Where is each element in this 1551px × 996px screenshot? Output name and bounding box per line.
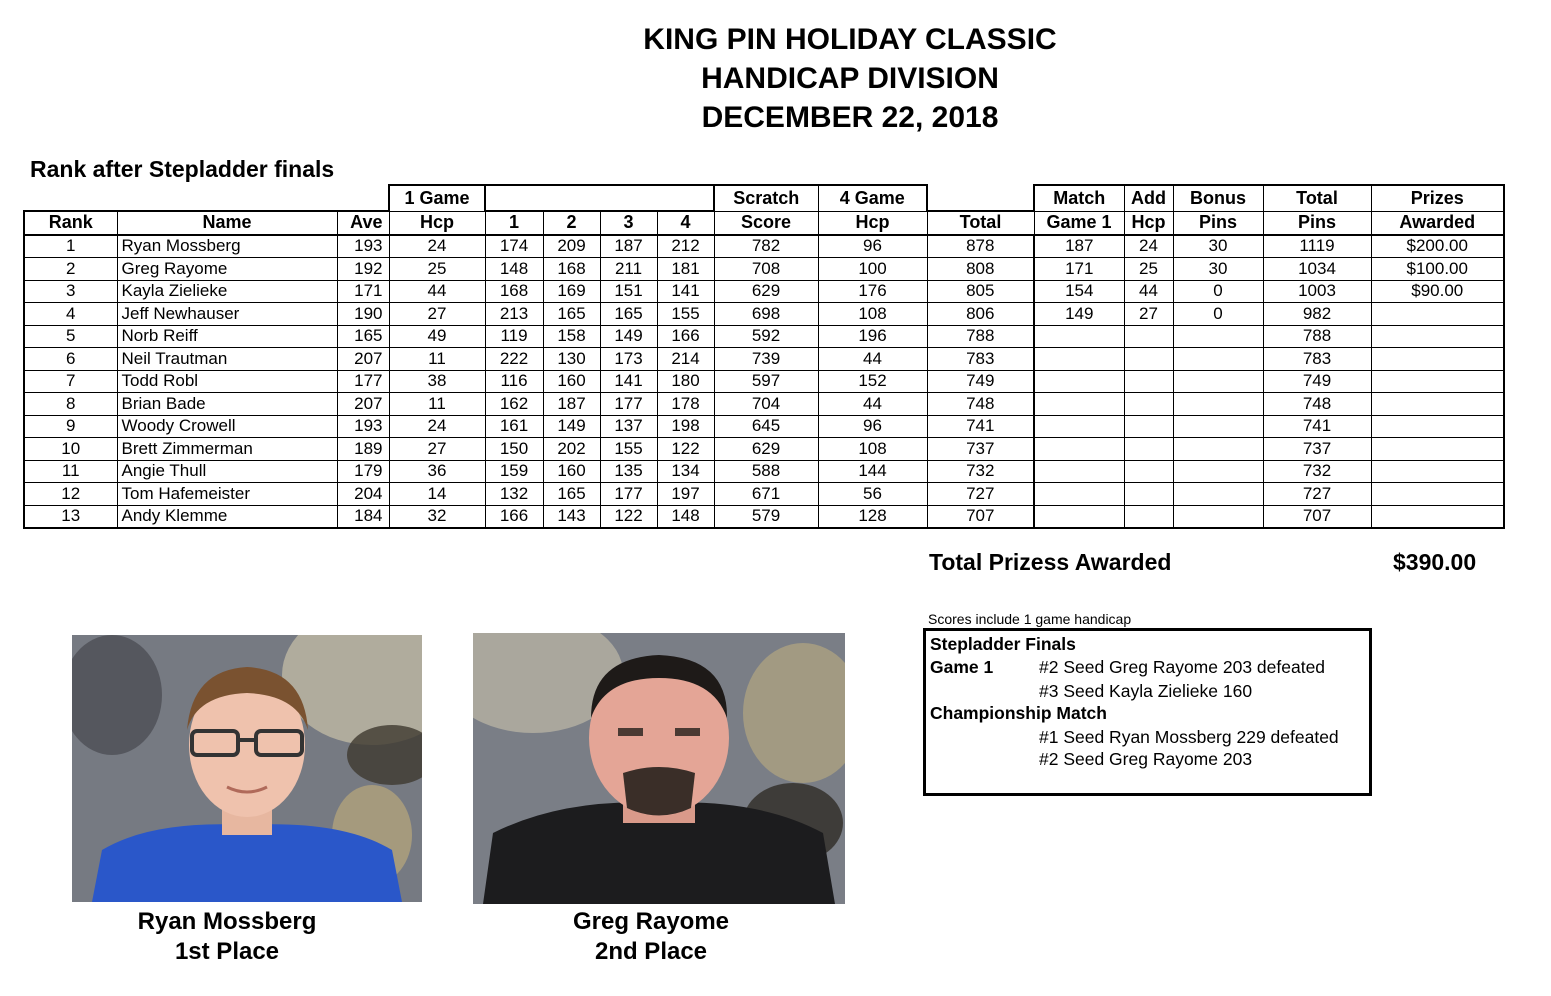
cell-rank: 13: [24, 505, 117, 528]
cell-match-game-1: [1034, 325, 1124, 348]
handicap-note: Scores include 1 game handicap: [928, 611, 1132, 627]
cell-game-4: 178: [657, 393, 714, 416]
championship-line-1: #1 Seed Ryan Mossberg 229 defeated: [1039, 727, 1339, 747]
cell-game-3: 141: [600, 370, 657, 393]
cell-add-hcp: [1124, 325, 1173, 348]
cell-game-4: 141: [657, 280, 714, 303]
cell-game-2: 130: [543, 348, 600, 371]
cell-match-game-1: 171: [1034, 258, 1124, 281]
cell-game-1: 166: [485, 505, 543, 528]
header-top-add: Add: [1124, 185, 1173, 211]
cell-four-game-hcp: 44: [818, 393, 927, 416]
cell-ave: 189: [337, 438, 389, 461]
cell-hcp: 32: [389, 505, 485, 528]
cell-total: 808: [927, 258, 1034, 281]
cell-prize: [1371, 460, 1504, 483]
cell-hcp: 27: [389, 438, 485, 461]
winner-1-name: Ryan Mossberg: [137, 908, 317, 935]
cell-total-pins: 783: [1263, 348, 1371, 371]
cell-prize: [1371, 393, 1504, 416]
cell-total-pins: 788: [1263, 325, 1371, 348]
cell-four-game-hcp: 96: [818, 235, 927, 258]
cell-name: Greg Rayome: [117, 258, 337, 281]
cell-bonus-pins: 0: [1173, 280, 1263, 303]
cell-game-4: 122: [657, 438, 714, 461]
cell-add-hcp: [1124, 460, 1173, 483]
cell-game-3: 135: [600, 460, 657, 483]
cell-add-hcp: [1124, 348, 1173, 371]
cell-game-4: 166: [657, 325, 714, 348]
championship-line-2: #2 Seed Greg Rayome 203: [1039, 749, 1253, 769]
cell-game-2: 169: [543, 280, 600, 303]
table-row: [24, 348, 1504, 371]
header-top-prizes: Prizes: [1371, 185, 1504, 211]
cell-four-game-hcp: 108: [818, 438, 927, 461]
cell-game-4: 214: [657, 348, 714, 371]
cell-rank: 4: [24, 303, 117, 326]
winner-2-name: Greg Rayome: [572, 908, 730, 935]
title-line-2: HANDICAP DIVISION: [701, 62, 999, 95]
title-line-3: DECEMBER 22, 2018: [701, 101, 999, 134]
cell-four-game-hcp: 100: [818, 258, 927, 281]
cell-game-2: 160: [543, 460, 600, 483]
cell-total-pins: 1003: [1263, 280, 1371, 303]
header-match-game-1: Game 1: [1034, 211, 1124, 235]
table-subheading: Rank after Stepladder finals: [30, 156, 335, 182]
cell-name: Tom Hafemeister: [117, 483, 337, 506]
cell-rank: 3: [24, 280, 117, 303]
cell-scratch-score: 645: [714, 415, 818, 438]
cell-game-4: 181: [657, 258, 714, 281]
header-top-hcp: 1 Game: [389, 185, 485, 211]
header-total: Total: [927, 211, 1034, 235]
header-hcp: Hcp: [389, 211, 485, 235]
cell-add-hcp: 27: [1124, 303, 1173, 326]
table-row: [24, 505, 1504, 528]
cell-match-game-1: 149: [1034, 303, 1124, 326]
cell-hcp: 25: [389, 258, 485, 281]
header-top-total-pins: Total: [1263, 185, 1371, 211]
header-four-game-hcp: Hcp: [818, 211, 927, 235]
table-row: [24, 460, 1504, 483]
cell-game-4: 155: [657, 303, 714, 326]
cell-game-4: 198: [657, 415, 714, 438]
cell-ave: 184: [337, 505, 389, 528]
cell-scratch-score: 629: [714, 280, 818, 303]
cell-name: Norb Reiff: [117, 325, 337, 348]
cell-game-1: 174: [485, 235, 543, 258]
cell-bonus-pins: [1173, 505, 1263, 528]
cell-hcp: 24: [389, 415, 485, 438]
winner-caption-2: [496, 907, 806, 967]
cell-game-2: 165: [543, 303, 600, 326]
cell-total: 707: [927, 505, 1034, 528]
cell-scratch-score: 671: [714, 483, 818, 506]
cell-prize: [1371, 325, 1504, 348]
cell-prize: [1371, 370, 1504, 393]
cell-total-pins: 1034: [1263, 258, 1371, 281]
cell-game-4: 180: [657, 370, 714, 393]
cell-rank: 5: [24, 325, 117, 348]
cell-prize: [1371, 438, 1504, 461]
cell-prize: $90.00: [1371, 280, 1504, 303]
table-row: [24, 370, 1504, 393]
cell-game-2: 168: [543, 258, 600, 281]
cell-ave: 193: [337, 235, 389, 258]
header-prizes-awarded: Awarded: [1371, 211, 1504, 235]
cell-total: 805: [927, 280, 1034, 303]
cell-name: Angie Thull: [117, 460, 337, 483]
cell-scratch-score: 704: [714, 393, 818, 416]
cell-add-hcp: [1124, 438, 1173, 461]
cell-game-3: 122: [600, 505, 657, 528]
cell-game-4: 134: [657, 460, 714, 483]
cell-game-1: 168: [485, 280, 543, 303]
cell-total: 748: [927, 393, 1034, 416]
cell-name: Kayla Zielieke: [117, 280, 337, 303]
cell-scratch-score: 739: [714, 348, 818, 371]
cell-ave: 179: [337, 460, 389, 483]
cell-bonus-pins: [1173, 415, 1263, 438]
total-prizes-value: $390.00: [1393, 549, 1477, 575]
cell-name: Woody Crowell: [117, 415, 337, 438]
cell-four-game-hcp: 196: [818, 325, 927, 348]
cell-scratch-score: 588: [714, 460, 818, 483]
header-total-pins: Pins: [1263, 211, 1371, 235]
cell-prize: $200.00: [1371, 235, 1504, 258]
cell-total: 878: [927, 235, 1034, 258]
cell-total-pins: 1119: [1263, 235, 1371, 258]
cell-game-2: 149: [543, 415, 600, 438]
table-row: [24, 280, 1504, 303]
cell-four-game-hcp: 108: [818, 303, 927, 326]
cell-game-2: 165: [543, 483, 600, 506]
cell-scratch-score: 592: [714, 325, 818, 348]
cell-game-1: 116: [485, 370, 543, 393]
cell-total-pins: 707: [1263, 505, 1371, 528]
cell-name: Ryan Mossberg: [117, 235, 337, 258]
cell-match-game-1: [1034, 460, 1124, 483]
cell-total-pins: 982: [1263, 303, 1371, 326]
header-top-bonus: Bonus: [1173, 185, 1263, 211]
cell-total: 727: [927, 483, 1034, 506]
table-header-top: [24, 185, 1504, 211]
cell-game-3: 155: [600, 438, 657, 461]
cell-hcp: 14: [389, 483, 485, 506]
winner-1-place: 1st Place: [174, 938, 280, 965]
cell-game-1: 213: [485, 303, 543, 326]
header-name: Name: [117, 211, 337, 235]
cell-rank: 12: [24, 483, 117, 506]
stepladder-box: [923, 628, 1372, 796]
cell-game-3: 137: [600, 415, 657, 438]
cell-four-game-hcp: 152: [818, 370, 927, 393]
document-title: [560, 20, 1140, 137]
cell-ave: 190: [337, 303, 389, 326]
cell-hcp: 24: [389, 235, 485, 258]
cell-total-pins: 727: [1263, 483, 1371, 506]
cell-add-hcp: [1124, 370, 1173, 393]
shirt: [92, 824, 402, 902]
cell-game-4: 212: [657, 235, 714, 258]
table-row: [24, 235, 1504, 258]
cell-game-3: 165: [600, 303, 657, 326]
header-game-2: 2: [543, 211, 600, 235]
cell-match-game-1: [1034, 483, 1124, 506]
table-row: [24, 303, 1504, 326]
stepladder-title: Stepladder Finals: [930, 634, 1076, 654]
cell-game-4: 148: [657, 505, 714, 528]
cell-total-pins: 737: [1263, 438, 1371, 461]
table-row: [24, 393, 1504, 416]
cell-game-4: 197: [657, 483, 714, 506]
cell-hcp: 49: [389, 325, 485, 348]
cell-scratch-score: 629: [714, 438, 818, 461]
header-game-4: 4: [657, 211, 714, 235]
cell-four-game-hcp: 96: [818, 415, 927, 438]
cell-prize: [1371, 483, 1504, 506]
cell-bonus-pins: 30: [1173, 258, 1263, 281]
cell-ave: 207: [337, 393, 389, 416]
table-row: [24, 258, 1504, 281]
table-row: [24, 325, 1504, 348]
cell-game-2: 158: [543, 325, 600, 348]
cell-hcp: 38: [389, 370, 485, 393]
cell-add-hcp: 44: [1124, 280, 1173, 303]
header-game-1: 1: [485, 211, 543, 235]
game1-label: Game 1: [930, 657, 994, 677]
cell-game-1: 148: [485, 258, 543, 281]
cell-add-hcp: [1124, 393, 1173, 416]
cell-rank: 6: [24, 348, 117, 371]
cell-game-1: 132: [485, 483, 543, 506]
cell-add-hcp: [1124, 505, 1173, 528]
cell-rank: 9: [24, 415, 117, 438]
cell-add-hcp: [1124, 415, 1173, 438]
game1-result-line-1: #2 Seed Greg Rayome 203 defeated: [1039, 657, 1326, 677]
cell-bonus-pins: [1173, 438, 1263, 461]
cell-scratch-score: 708: [714, 258, 818, 281]
cell-four-game-hcp: 144: [818, 460, 927, 483]
header-scratch-score: Score: [714, 211, 818, 235]
cell-game-3: 149: [600, 325, 657, 348]
cell-total: 732: [927, 460, 1034, 483]
cell-ave: 177: [337, 370, 389, 393]
cell-total: 741: [927, 415, 1034, 438]
cell-hcp: 11: [389, 393, 485, 416]
cell-hcp: 36: [389, 460, 485, 483]
cell-scratch-score: 782: [714, 235, 818, 258]
cell-total: 806: [927, 303, 1034, 326]
cell-game-3: 211: [600, 258, 657, 281]
cell-total-pins: 749: [1263, 370, 1371, 393]
cell-game-1: 162: [485, 393, 543, 416]
cell-game-3: 173: [600, 348, 657, 371]
cell-ave: 204: [337, 483, 389, 506]
table-header: [24, 211, 1504, 235]
cell-hcp: 27: [389, 303, 485, 326]
cell-total: 749: [927, 370, 1034, 393]
table-row: [24, 438, 1504, 461]
cell-bonus-pins: [1173, 393, 1263, 416]
header-ave: Ave: [337, 211, 389, 235]
cell-game-1: 161: [485, 415, 543, 438]
cell-prize: [1371, 348, 1504, 371]
cell-prize: [1371, 303, 1504, 326]
cell-name: Neil Trautman: [117, 348, 337, 371]
winner-photo-2: [473, 633, 845, 904]
header-top-scratch: Scratch: [714, 185, 818, 211]
cell-bonus-pins: [1173, 460, 1263, 483]
cell-match-game-1: [1034, 505, 1124, 528]
cell-bonus-pins: [1173, 483, 1263, 506]
cell-total: 788: [927, 325, 1034, 348]
cell-ave: 193: [337, 415, 389, 438]
cell-name: Brian Bade: [117, 393, 337, 416]
cell-bonus-pins: [1173, 370, 1263, 393]
results-table: [23, 184, 1505, 529]
cell-name: Todd Robl: [117, 370, 337, 393]
cell-bonus-pins: [1173, 325, 1263, 348]
cell-match-game-1: [1034, 415, 1124, 438]
cell-game-3: 177: [600, 483, 657, 506]
cell-match-game-1: 187: [1034, 235, 1124, 258]
cell-add-hcp: [1124, 483, 1173, 506]
cell-game-1: 222: [485, 348, 543, 371]
table-row: [24, 483, 1504, 506]
winner-photo-1: [72, 635, 422, 902]
cell-add-hcp: 25: [1124, 258, 1173, 281]
cell-rank: 2: [24, 258, 117, 281]
cell-match-game-1: [1034, 393, 1124, 416]
cell-match-game-1: [1034, 370, 1124, 393]
cell-game-3: 177: [600, 393, 657, 416]
cell-total-pins: 748: [1263, 393, 1371, 416]
cell-game-2: 209: [543, 235, 600, 258]
cell-total-pins: 732: [1263, 460, 1371, 483]
cell-game-2: 143: [543, 505, 600, 528]
header-add-hcp: Hcp: [1124, 211, 1173, 235]
header-game-3: 3: [600, 211, 657, 235]
cell-game-3: 151: [600, 280, 657, 303]
cell-game-1: 159: [485, 460, 543, 483]
header-top-match: Match: [1034, 185, 1124, 211]
cell-name: Andy Klemme: [117, 505, 337, 528]
cell-add-hcp: 24: [1124, 235, 1173, 258]
header-bonus-pins: Pins: [1173, 211, 1263, 235]
cell-rank: 10: [24, 438, 117, 461]
cell-total: 737: [927, 438, 1034, 461]
cell-match-game-1: [1034, 438, 1124, 461]
cell-name: Jeff Newhauser: [117, 303, 337, 326]
cell-rank: 8: [24, 393, 117, 416]
cell-four-game-hcp: 44: [818, 348, 927, 371]
cell-ave: 192: [337, 258, 389, 281]
winner-caption-1: [72, 907, 382, 967]
cell-ave: 165: [337, 325, 389, 348]
cell-hcp: 11: [389, 348, 485, 371]
cell-rank: 7: [24, 370, 117, 393]
header-top-four-game: 4 Game: [818, 185, 927, 211]
cell-match-game-1: 154: [1034, 280, 1124, 303]
cell-four-game-hcp: 128: [818, 505, 927, 528]
cell-match-game-1: [1034, 348, 1124, 371]
cell-game-2: 187: [543, 393, 600, 416]
cell-ave: 207: [337, 348, 389, 371]
cell-bonus-pins: [1173, 348, 1263, 371]
cell-total-pins: 741: [1263, 415, 1371, 438]
cell-game-2: 160: [543, 370, 600, 393]
cell-game-3: 187: [600, 235, 657, 258]
header-rank: Rank: [24, 211, 117, 235]
cell-scratch-score: 698: [714, 303, 818, 326]
cell-game-1: 150: [485, 438, 543, 461]
cell-name: Brett Zimmerman: [117, 438, 337, 461]
cell-game-2: 202: [543, 438, 600, 461]
cell-rank: 11: [24, 460, 117, 483]
cell-hcp: 44: [389, 280, 485, 303]
cell-rank: 1: [24, 235, 117, 258]
cell-total: 783: [927, 348, 1034, 371]
cell-bonus-pins: 30: [1173, 235, 1263, 258]
cell-four-game-hcp: 56: [818, 483, 927, 506]
cell-bonus-pins: 0: [1173, 303, 1263, 326]
cell-prize: [1371, 505, 1504, 528]
cell-prize: $100.00: [1371, 258, 1504, 281]
winner-2-place: 2nd Place: [594, 938, 708, 965]
championship-label: Championship Match: [930, 703, 1107, 723]
table-row: [24, 415, 1504, 438]
game1-result-line-2: #3 Seed Kayla Zielieke 160: [1039, 681, 1253, 701]
cell-prize: [1371, 415, 1504, 438]
cell-scratch-score: 597: [714, 370, 818, 393]
total-prizes-label: Total Prizess Awarded: [929, 549, 1172, 575]
title-line-1: KING PIN HOLIDAY CLASSIC: [643, 23, 1057, 56]
cell-game-1: 119: [485, 325, 543, 348]
cell-ave: 171: [337, 280, 389, 303]
cell-scratch-score: 579: [714, 505, 818, 528]
cell-four-game-hcp: 176: [818, 280, 927, 303]
